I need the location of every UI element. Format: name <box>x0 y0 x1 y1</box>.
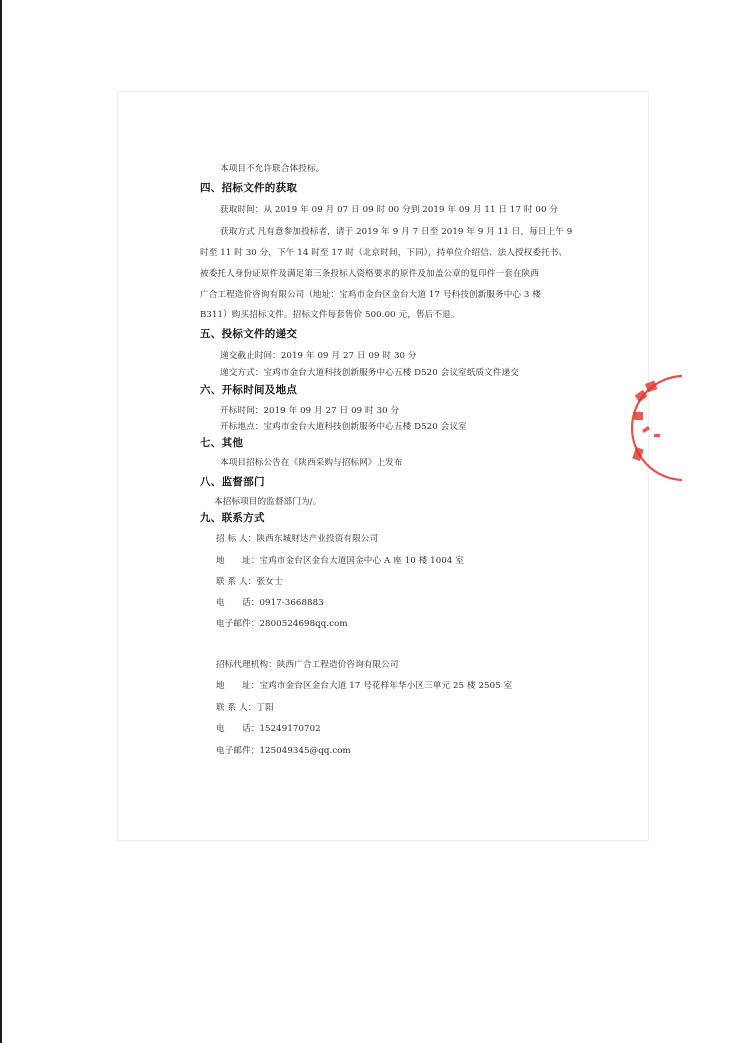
agency-org: 陕西广合工程造价咨询有限公司 <box>276 660 399 670</box>
tenderer-contact-label: 联 系 人： <box>216 577 257 587</box>
section-9-heading: 九、联系方式 <box>200 512 265 524</box>
s7-text: 本项目招标公告在《陕西采购与招标网》上发布 <box>220 458 403 468</box>
tenderer-addr-row <box>216 554 464 566</box>
agency-contact-label: 联 系 人： <box>216 703 257 713</box>
tenderer-email-row <box>216 617 348 629</box>
tenderer-phone: 0917-3668883 <box>259 598 324 608</box>
red-seal-stamp <box>628 370 688 490</box>
tenderer-phone-label: 电 话： <box>216 598 260 608</box>
tenderer-email-label: 电子邮件： <box>216 619 260 629</box>
tenderer-contact-row <box>216 575 283 587</box>
s4-method-3: 被委托人身份证原件及满足第三条投标人资格要求的原件及加盖公章的复印件一套在陕西 <box>200 269 540 279</box>
section-4-heading: 四、招标文件的获取 <box>200 182 298 194</box>
tenderer-phone-row <box>216 596 324 608</box>
s4-method-5: B311）购买招标文件。招标文件每套售价 500.00 元，售后不退。 <box>200 310 460 320</box>
document-page <box>118 92 648 840</box>
tenderer-addr-label: 地 址： <box>216 556 260 566</box>
section-7-heading: 七、其他 <box>200 437 244 449</box>
section-8-heading: 八、监督部门 <box>200 476 265 488</box>
agency-email-label: 电子邮件： <box>216 746 260 756</box>
agency-addr-label: 地 址： <box>216 681 260 691</box>
s4-time: 获取时间：从 2019 年 09 月 07 日 09 时 00 分到 2019 年 09 月 11 日 17 时 00 分 <box>220 205 559 215</box>
section-6-heading: 六、开标时间及地点 <box>200 384 298 396</box>
agency-org-row <box>216 658 399 670</box>
s6-time: 开标时间：2019 年 09 月 27 日 09 时 30 分 <box>220 406 400 416</box>
agency-contact: 丁阳 <box>256 703 274 713</box>
s8-text: 本招标项目的监督部门为/。 <box>214 497 322 507</box>
s6-place: 开标地点：宝鸡市金台大道科技创新服务中心五楼 D520 会议室 <box>220 422 467 432</box>
agency-addr: 宝鸡市金台区金台大道 17 号花样年华小区三单元 25 楼 2505 室 <box>259 681 513 691</box>
tenderer-org-label: 招 标 人： <box>216 534 257 544</box>
tenderer-org-row <box>216 532 378 544</box>
tenderer-contact: 张女士 <box>256 577 283 587</box>
tenderer-org: 陕西东城财达产业投资有限公司 <box>256 534 379 544</box>
tenderer-email: 2800524698qq.com <box>259 619 348 629</box>
agency-org-label: 招标代理机构： <box>216 660 277 670</box>
intro-line: 本项目不允许联合体投标。 <box>220 164 325 174</box>
s4-method-4: 广合工程造价咨询有限公司（地址：宝鸡市金台区金台大道 17 号科技创新服务中心 3 楼 <box>200 290 542 300</box>
tenderer-addr: 宝鸡市金台区金台大道国金中心 A 座 10 楼 1004 室 <box>259 556 464 566</box>
agency-phone: 15249170702 <box>259 724 321 734</box>
agency-phone-label: 电 话： <box>216 724 260 734</box>
s5-method: 递交方式：宝鸡市金台大道科技创新服务中心五楼 D520 会议室纸质文件递交 <box>220 368 519 378</box>
agency-phone-row <box>216 722 321 734</box>
left-border <box>0 0 2 1043</box>
agency-email: 125049345@qq.com <box>259 746 351 756</box>
agency-contact-row <box>216 701 274 713</box>
agency-email-row <box>216 744 351 756</box>
agency-addr-row <box>216 679 512 691</box>
s4-method-2: 时至 11 时 30 分，下午 14 时至 17 时（北京时间，下同），持单位介绍信、法人授权委托书、 <box>200 248 568 258</box>
section-5-heading: 五、投标文件的递交 <box>200 328 298 340</box>
s5-deadline: 递交截止时间：2019 年 09 月 27 日 09 时 30 分 <box>220 351 417 361</box>
s4-method-1: 获取方式 凡有意参加投标者，请于 2019 年 9 月 7 日至 2019 年 9 月 11 日，每日上午 9 <box>220 227 573 237</box>
